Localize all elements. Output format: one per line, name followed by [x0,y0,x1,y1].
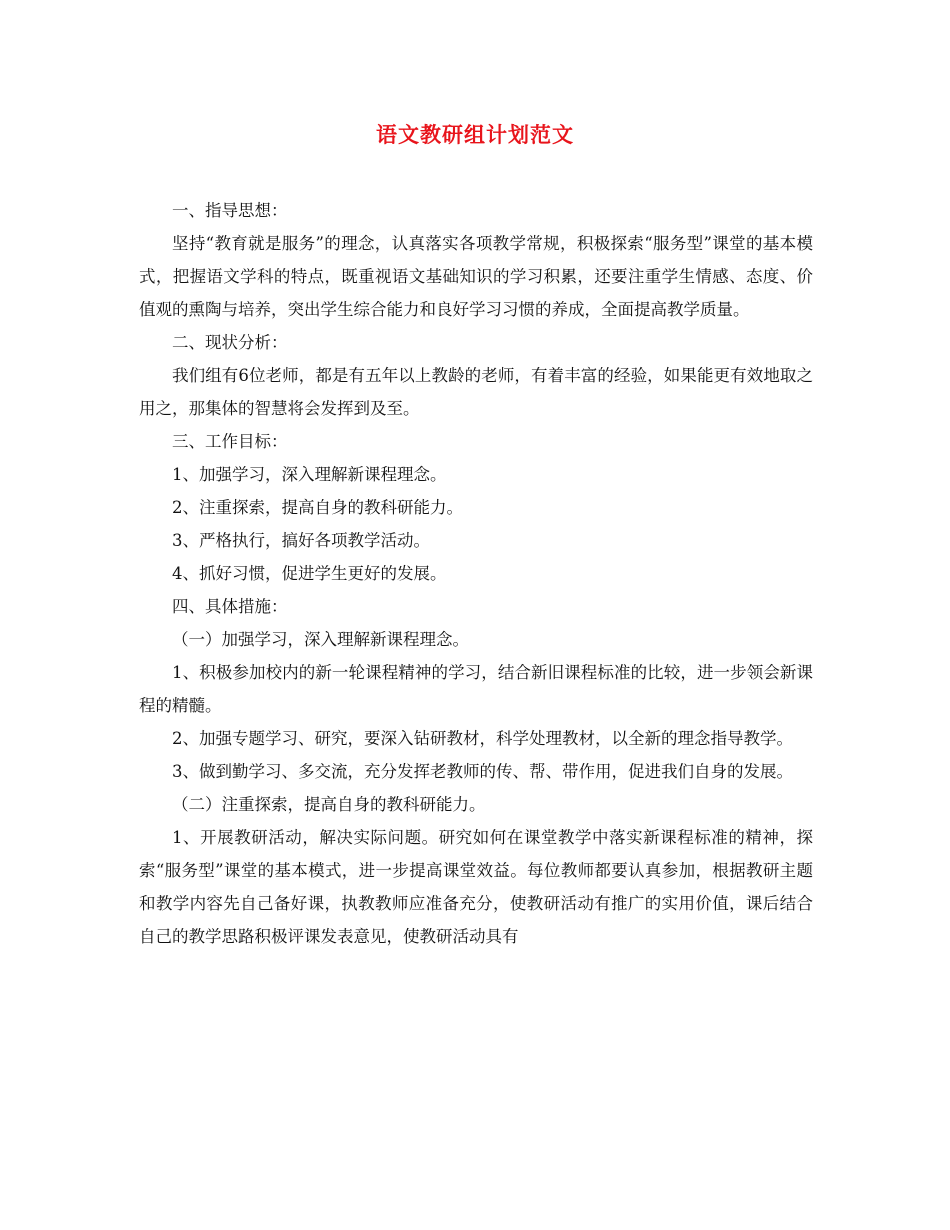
subsection-heading-2: （二）注重探索，提高自身的教科研能力。 [172,795,486,814]
document-title: 语文教研组计划范文 [376,123,574,147]
section-heading-measures: 四、具体措施： [172,597,288,616]
document-body [139,194,813,953]
goal-item-2: 2、注重探索，提高自身的教科研能力。 [172,498,463,517]
paragraph-guiding-ideology: 坚持“教育就是服务”的理念，认真落实各项教学常规，积极探索“服务型”课堂的基本模式，把握语文学科的特点，既重视语文基础知识的学习积累，还要注重学生情感、态度、价值观的熏陶与培养，突出学生综合能力和良好学习习惯的养成，全面提高教学质量。 [139,234,813,319]
paragraph-status-analysis: 我们组有6位老师，都是有五年以上教龄的老师，有着丰富的经验，如果能更有效地取之用之，那集体的智慧将会发挥到及至。 [139,366,813,418]
measure-item-2-1: 1、开展教研活动，解决实际问题。研究如何在课堂教学中落实新课程标准的精神，探索“服务型”课堂的基本模式，进一步提高课堂效益。每位教师都要认真参加，根据教研主题和教学内容先自己备好课，执教教师应准备充分，使教研活动有推广的实用价值，课后结合自己的教学思路积极评课发表意见，使教研活动具有 [139,828,813,946]
subsection-heading-1: （一）加强学习，深入理解新课程理念。 [172,630,469,649]
section-heading-guiding-ideology: 一、指导思想： [172,201,288,220]
measure-item-1-2: 2、加强专题学习、研究，要深入钻研教材，科学处理教材，以全新的理念指导教学。 [172,729,793,748]
goal-item-4: 4、抓好习惯，促进学生更好的发展。 [172,564,447,583]
section-heading-status-analysis: 二、现状分析： [172,333,288,352]
measure-item-1-1: 1、积极参加校内的新一轮课程精神的学习，结合新旧课程标准的比较，进一步领会新课程的精髓。 [139,663,813,715]
goal-item-1: 1、加强学习，深入理解新课程理念。 [172,465,447,484]
section-heading-work-goals: 三、工作目标： [172,432,288,451]
goal-item-3: 3、严格执行，搞好各项教学活动。 [172,531,430,550]
measure-item-1-3: 3、做到勤学习、多交流，充分发挥老教师的传、帮、带作用，促进我们自身的发展。 [172,762,793,781]
